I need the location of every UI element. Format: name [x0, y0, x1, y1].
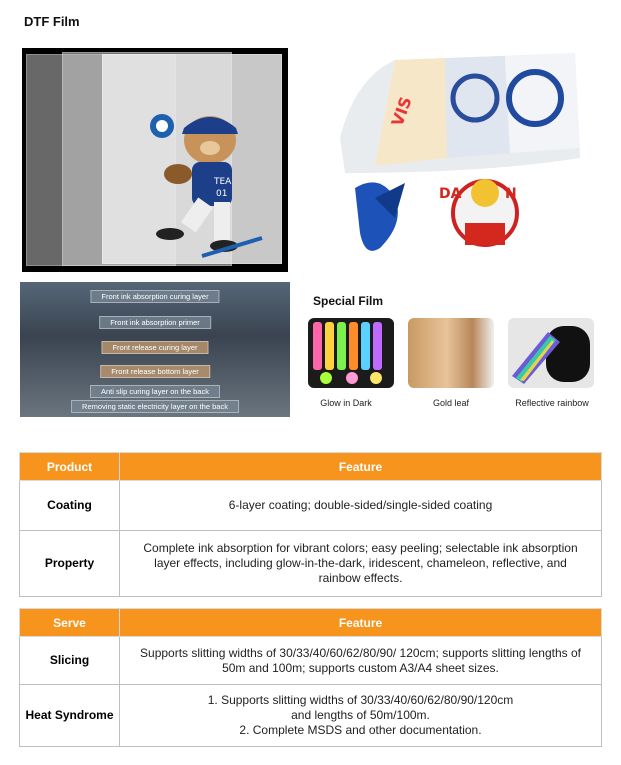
table-header-product: Product: [20, 453, 120, 481]
page-title: DTF Film: [24, 14, 80, 29]
table-header-feature: Feature: [120, 609, 602, 637]
layer-label: Front ink absorption curing layer: [90, 290, 219, 303]
row-text-property: Complete ink absorption for vibrant colors; easy peeling; selectable ink absorption layer effects, including glow-in-the-dark, iridescent, chameleon, reflective, and rainbow effects.: [120, 531, 602, 597]
service-feature-table: [19, 608, 602, 747]
table-row: [20, 531, 602, 597]
row-text-coating: 6-layer coating; double-sided/single-sided coating: [120, 481, 602, 531]
layer-label: Front release bottom layer: [100, 365, 210, 378]
svg-text:VIS: VIS: [387, 94, 416, 129]
table-row: [20, 481, 602, 531]
dtf-film-sheets-photo: [22, 48, 288, 272]
product-feature-table: [19, 452, 602, 597]
printed-transfers-photo: [335, 48, 585, 270]
reflective-rainbow-caption: Reflective rainbow: [515, 398, 589, 408]
bear-print-image: [132, 88, 272, 263]
row-label-heat-syndrome: Heat Syndrome: [20, 685, 120, 747]
row-text-slicing: Supports slitting widths of 30/33/40/60/62/80/90/ 120cm; supports slitting lengths of 50m and 100m; supports custom A3/A4 sheet sizes.: [120, 637, 602, 685]
table-row: [20, 637, 602, 685]
gold-leaf-caption: Gold leaf: [432, 398, 470, 408]
layer-label: Front release curing layer: [101, 341, 208, 354]
heat-line-3: 2. Complete MSDS and other documentation.: [239, 723, 482, 737]
table-header-feature: Feature: [120, 453, 602, 481]
special-film-title: Special Film: [313, 294, 384, 308]
row-text-heat-syndrome: [120, 685, 602, 747]
row-label-slicing: Slicing: [20, 637, 120, 685]
layer-structure-diagram: [20, 282, 290, 417]
layer-label: Removing static electricity layer on the back: [71, 400, 239, 413]
layer-label: Front ink absorption primer: [99, 316, 211, 329]
svg-text:DA: DA: [439, 186, 462, 202]
table-header-serve: Serve: [20, 609, 120, 637]
heat-line-2: and lengths of 50m/100m.: [291, 708, 430, 722]
layer-label: Anti slip curing layer on the back: [90, 385, 220, 398]
table-row: [20, 685, 602, 747]
row-label-property: Property: [20, 531, 120, 597]
glow-in-dark-caption: Glow in Dark: [320, 398, 372, 408]
svg-text:N: N: [505, 186, 517, 202]
row-label-coating: Coating: [20, 481, 120, 531]
gold-leaf-swatch: [408, 318, 494, 388]
glow-in-dark-swatch: [308, 318, 394, 388]
svg-text:01: 01: [216, 189, 228, 199]
heat-line-1: 1. Supports slitting widths of 30/33/40/60/62/80/90/120cm: [207, 693, 514, 707]
reflective-rainbow-swatch: [508, 318, 594, 388]
svg-text:TEA: TEA: [214, 177, 232, 187]
